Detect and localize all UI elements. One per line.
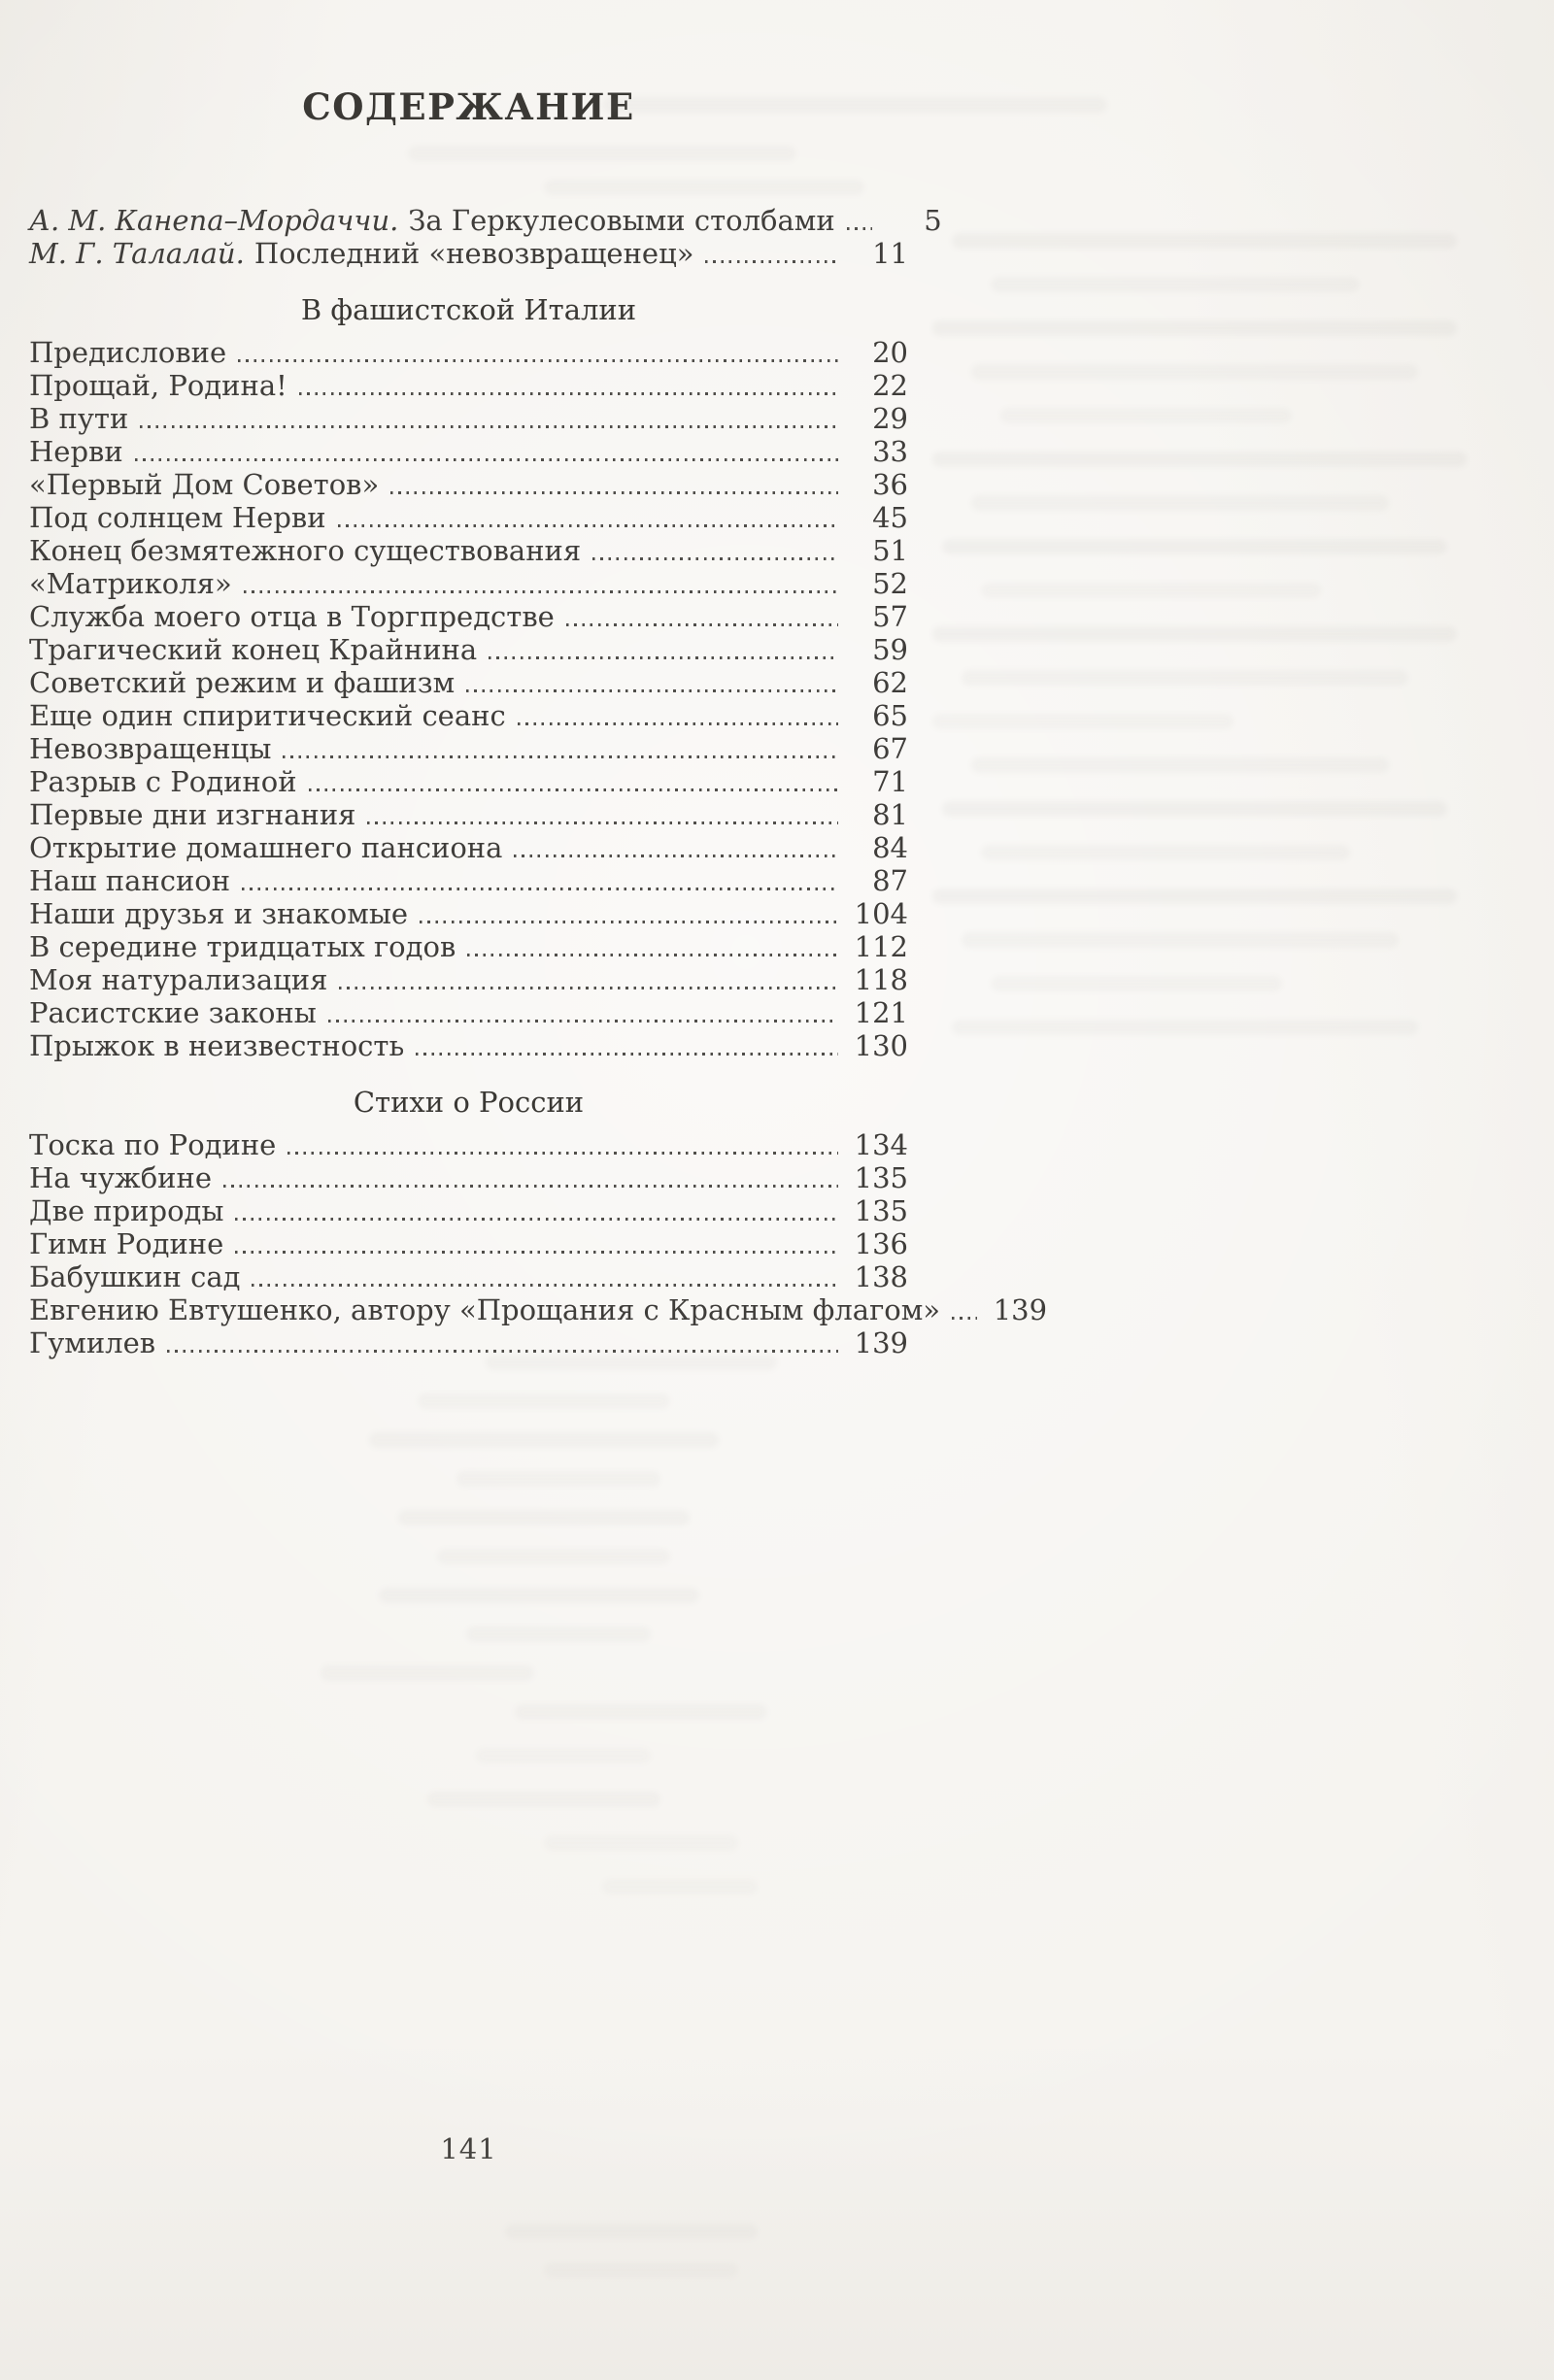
toc-entry-page: 135 — [854, 1161, 908, 1194]
section-heading: Стихи о России — [353, 1086, 585, 1119]
bleed-through-line — [932, 888, 1457, 904]
dotted-leader — [466, 689, 838, 692]
toc-entry-page: 130 — [854, 1029, 908, 1062]
toc-entry-title: «Матриколя» — [29, 567, 232, 600]
toc-entry-title: Открытие домашнего пансиона — [29, 831, 503, 864]
toc-entry-title: «Первый Дом Советов» — [29, 468, 380, 501]
toc-entry — [29, 1194, 908, 1227]
toc-entry — [29, 1227, 908, 1260]
toc-entry-title: На чужбине — [29, 1161, 212, 1194]
toc-entry-title: Наш пансион — [29, 864, 231, 897]
dotted-leader — [952, 1317, 977, 1320]
dotted-leader — [592, 557, 838, 560]
dotted-leader — [518, 722, 838, 725]
toc-entry-title: Нерви — [29, 435, 123, 468]
toc-entry-page: 136 — [854, 1227, 908, 1260]
toc-entry — [29, 501, 908, 534]
bleed-through-line — [932, 452, 1467, 467]
toc-list — [29, 204, 1048, 1359]
bleed-through-line — [932, 320, 1457, 336]
bleed-through-line — [505, 2224, 758, 2239]
toc-entry-page: 20 — [872, 336, 908, 369]
toc-entry-page: 36 — [872, 468, 908, 501]
toc-entry-title: Наши друзья и знакомые — [29, 897, 409, 930]
toc-entry — [29, 204, 942, 237]
toc-entry-title: Служба моего отца в Торгпредстве — [29, 600, 555, 633]
dotted-leader — [489, 656, 838, 659]
bleed-through-line — [398, 1510, 690, 1525]
bleed-through-line — [466, 1626, 651, 1642]
dotted-leader — [244, 590, 838, 593]
dotted-leader — [299, 392, 838, 395]
dotted-leader — [283, 755, 838, 758]
dotted-leader — [705, 260, 838, 263]
dotted-leader — [235, 1218, 838, 1221]
toc-entry-page: 87 — [872, 864, 908, 897]
dotted-leader — [416, 1053, 838, 1056]
toc-entry-page: 104 — [854, 897, 908, 930]
dotted-leader — [252, 1284, 838, 1287]
toc-entry-title: Две природы — [29, 1194, 224, 1227]
bleed-through-line — [932, 714, 1233, 729]
toc-entry — [29, 468, 908, 501]
page-number: 141 — [440, 2132, 497, 2165]
toc-entry-author: А. М. Канепа–Мордаччи. — [29, 204, 399, 237]
dotted-leader — [367, 821, 838, 824]
bleed-through-line — [971, 495, 1389, 511]
bleed-through-line — [932, 626, 1457, 642]
toc-entry-page: 51 — [872, 534, 908, 567]
dotted-leader — [420, 921, 838, 923]
dotted-leader — [339, 987, 838, 989]
toc-entry — [29, 699, 908, 732]
dotted-leader — [140, 425, 838, 428]
toc-entry-title: Первые дни изгнания — [29, 798, 356, 831]
bleed-through-line — [971, 757, 1389, 773]
toc-entry — [29, 1029, 908, 1062]
toc-entry — [29, 1260, 908, 1293]
toc-entry-title: Разрыв с Родиной — [29, 765, 297, 798]
toc-entry — [29, 1161, 908, 1194]
toc-entry-page: 71 — [872, 765, 908, 798]
bleed-through-line — [544, 2263, 738, 2278]
bleed-through-line — [379, 1588, 699, 1603]
toc-entry-page: 29 — [872, 402, 908, 435]
toc-entry — [29, 435, 908, 468]
dotted-leader — [167, 1350, 838, 1353]
dotted-leader — [338, 524, 838, 527]
toc-entry-title: В пути — [29, 402, 129, 435]
bleed-through-line — [991, 976, 1282, 991]
toc-entry — [29, 831, 908, 864]
toc-entry-author: М. Г. Талалай. — [29, 237, 245, 270]
text-block — [29, 0, 1048, 1359]
toc-entry — [29, 864, 908, 897]
toc-entry-page: 139 — [854, 1326, 908, 1359]
toc-entry — [29, 633, 908, 666]
dotted-leader — [235, 1251, 838, 1254]
toc-entry-title: За Геркулесовыми столбами — [408, 204, 835, 237]
toc-entry — [29, 996, 908, 1029]
dotted-leader — [238, 359, 838, 362]
toc-entry-page: 52 — [872, 567, 908, 600]
bleed-through-line — [962, 932, 1399, 948]
toc-entry-page: 62 — [872, 666, 908, 699]
toc-entry-page: 65 — [872, 699, 908, 732]
toc-entry — [29, 732, 908, 765]
toc-entry-title: Под солнцем Нерви — [29, 501, 326, 534]
toc-entry-page: 67 — [872, 732, 908, 765]
dotted-leader — [242, 888, 838, 890]
toc-entry-page: 139 — [993, 1293, 1048, 1326]
toc-entry-page: 121 — [854, 996, 908, 1029]
toc-entry-title: Расистские законы — [29, 996, 317, 1029]
toc-entry — [29, 600, 908, 633]
bleed-through-line — [437, 1549, 670, 1564]
toc-entry — [29, 930, 908, 963]
dotted-leader — [390, 491, 838, 494]
toc-entry-title: Гимн Родине — [29, 1227, 224, 1260]
toc-entry — [29, 567, 908, 600]
dotted-leader — [328, 1020, 838, 1022]
toc-entry-page: 84 — [872, 831, 908, 864]
toc-entry — [29, 1326, 908, 1359]
toc-entry-page: 45 — [872, 501, 908, 534]
toc-entry-title: Моя натурализация — [29, 963, 328, 996]
toc-entry-page: 134 — [854, 1128, 908, 1161]
toc-entry — [29, 798, 908, 831]
dotted-leader — [135, 458, 838, 461]
bleed-through-line — [952, 233, 1457, 249]
toc-entry-title: Трагический конец Крайнина — [29, 633, 478, 666]
toc-entry-page: 112 — [854, 930, 908, 963]
bleed-through-line — [962, 670, 1408, 686]
dotted-leader — [847, 227, 872, 230]
bleed-through-line — [456, 1471, 660, 1487]
page-title: СОДЕРЖАНИЕ — [302, 85, 635, 128]
bleed-through-line — [544, 1835, 738, 1851]
section-heading: В фашистской Италии — [300, 293, 637, 326]
dotted-leader — [566, 623, 838, 626]
bleed-through-line — [515, 1704, 767, 1720]
bleed-through-line — [942, 539, 1447, 554]
toc-entry-page: 57 — [872, 600, 908, 633]
bleed-through-line — [476, 1748, 651, 1763]
bleed-through-line — [602, 1879, 758, 1894]
toc-entry — [29, 237, 908, 270]
dotted-leader — [514, 855, 838, 857]
bleed-through-line — [942, 801, 1447, 817]
toc-entry — [29, 534, 908, 567]
toc-entry — [29, 1293, 1048, 1326]
toc-entry-title: Еще один спиритический сеанс — [29, 699, 506, 732]
toc-entry-title: В середине тридцатых годов — [29, 930, 456, 963]
dotted-leader — [467, 954, 838, 956]
toc-entry-page: 22 — [872, 369, 908, 402]
bleed-through-line — [418, 1393, 670, 1409]
toc-entry-title: Последний «невозвращенец» — [253, 237, 694, 270]
bleed-through-line — [427, 1792, 660, 1807]
toc-entry-title: Прыжок в неизвестность — [29, 1029, 405, 1062]
toc-entry-title: Прощай, Родина! — [29, 369, 287, 402]
toc-entry — [29, 402, 908, 435]
toc-entry-title: Бабушкин сад — [29, 1260, 241, 1293]
toc-entry-page: 11 — [872, 237, 908, 270]
toc-entry-page: 33 — [872, 435, 908, 468]
toc-entry-title: Евгению Евтушенко, автору «Прощания с Красным флагом» — [29, 1293, 941, 1326]
toc-entry-title: Гумилев — [29, 1326, 156, 1359]
toc-entry-title: Конец безмятежного существования — [29, 534, 582, 567]
toc-entry — [29, 765, 908, 798]
toc-entry-page: 118 — [854, 963, 908, 996]
bleed-through-line — [981, 845, 1350, 860]
bleed-through-line — [321, 1665, 534, 1681]
bleed-through-line — [981, 583, 1321, 598]
toc-entry — [29, 1128, 908, 1161]
toc-entry — [29, 336, 908, 369]
dotted-leader — [223, 1185, 838, 1188]
toc-entry-title: Советский режим и фашизм — [29, 666, 456, 699]
toc-entry-title: Тоска по Родине — [29, 1128, 277, 1161]
toc-entry-title: Предисловие — [29, 336, 227, 369]
dotted-leader — [287, 1152, 838, 1155]
bleed-through-line — [1000, 408, 1292, 423]
bleed-through-line — [991, 277, 1360, 292]
bleed-through-line — [971, 364, 1418, 380]
toc-entry-page: 81 — [872, 798, 908, 831]
toc-entry-title: Невозвращенцы — [29, 732, 272, 765]
dotted-leader — [309, 788, 838, 791]
toc-entry — [29, 963, 908, 996]
toc-entry — [29, 666, 908, 699]
toc-entry-page: 138 — [854, 1260, 908, 1293]
bleed-through-line — [369, 1432, 719, 1448]
toc-entry — [29, 897, 908, 930]
toc-entry — [29, 369, 908, 402]
toc-entry-page: 135 — [854, 1194, 908, 1227]
toc-entry-page: 5 — [924, 204, 942, 237]
bleed-through-line — [952, 1020, 1418, 1035]
toc-entry-page: 59 — [872, 633, 908, 666]
